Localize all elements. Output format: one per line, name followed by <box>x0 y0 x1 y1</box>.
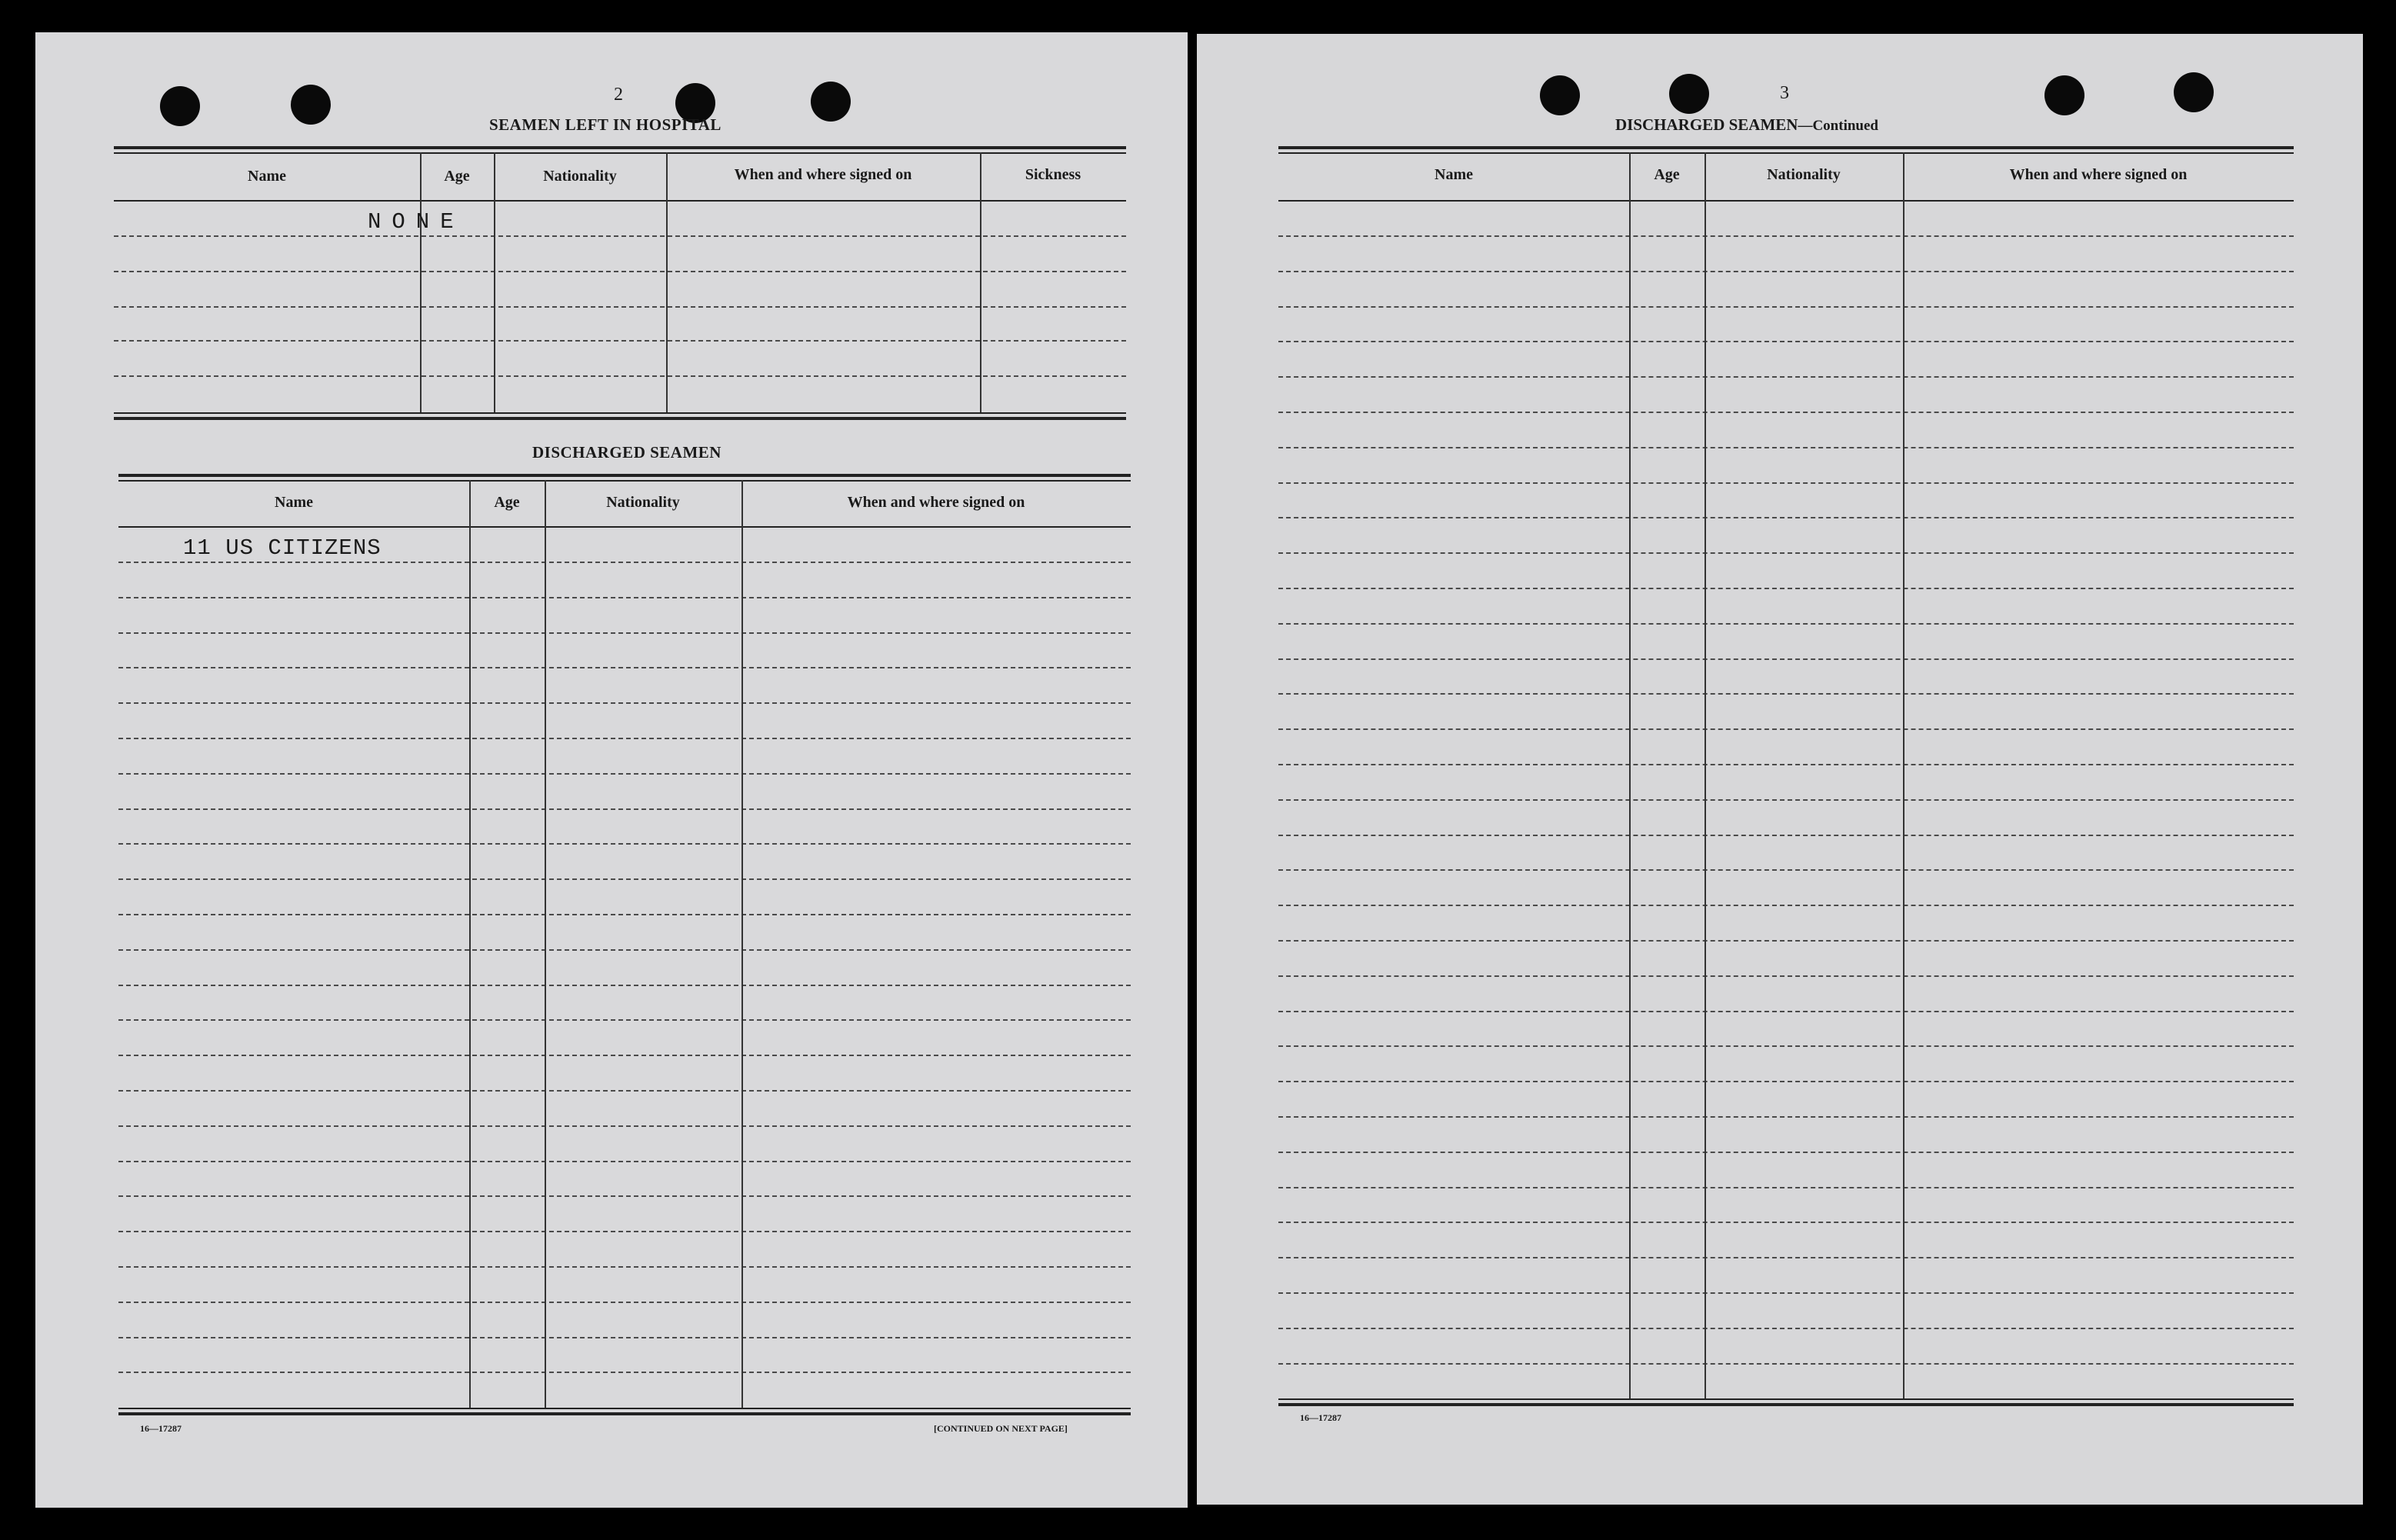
ruled-line <box>1278 1363 2294 1365</box>
ruled-line <box>1278 764 2294 765</box>
punch-hole <box>2174 72 2214 112</box>
ruled-line <box>1278 1081 2294 1082</box>
ruled-line <box>118 667 1131 668</box>
ruled-line <box>1278 693 2294 695</box>
hospital-section-title: SEAMEN LEFT IN HOSPITAL <box>489 115 721 134</box>
ruled-line <box>1278 799 2294 801</box>
ruled-line <box>1278 869 2294 871</box>
ruled-line <box>118 1266 1131 1268</box>
hospital-entry-typed: NONE <box>368 209 465 235</box>
punch-hole <box>2044 75 2084 115</box>
ruled-line <box>118 1231 1131 1232</box>
column-header-name: Name <box>275 494 313 511</box>
ruled-line <box>1278 658 2294 660</box>
ruled-line <box>118 1302 1131 1303</box>
column-header-when-where-signed-on: When and where signed on <box>2009 166 2188 183</box>
ruled-line <box>118 914 1131 915</box>
column-header-name: Name <box>248 168 286 185</box>
ruled-line <box>1278 623 2294 625</box>
column-header-age: Age <box>494 494 520 511</box>
punch-hole <box>1669 74 1709 114</box>
form-number: 16—17287 <box>140 1423 182 1434</box>
ruled-line <box>1278 271 2294 272</box>
ruled-line <box>118 843 1131 845</box>
ruled-line <box>118 949 1131 951</box>
ruled-line <box>118 738 1131 739</box>
column-header-when-where-signed-on: When and where signed on <box>734 166 912 183</box>
ruled-line <box>118 597 1131 598</box>
ruled-line <box>1278 306 2294 308</box>
ruled-line <box>118 773 1131 775</box>
ruled-line <box>1278 1187 2294 1188</box>
ruled-line <box>1278 1222 2294 1223</box>
column-header-sickness: Sickness <box>1025 166 1081 183</box>
ruled-line <box>1278 728 2294 730</box>
ruled-line <box>1278 412 2294 413</box>
column-header-when-where-signed-on: When and where signed on <box>847 494 1025 511</box>
page-number: 2 <box>614 85 623 105</box>
ruled-line <box>1278 905 2294 906</box>
ruled-line <box>118 1337 1131 1338</box>
discharged-section-title: DISCHARGED SEAMEN <box>532 443 721 462</box>
ruled-line <box>1278 517 2294 518</box>
ruled-line <box>118 1090 1131 1092</box>
ruled-line <box>118 808 1131 810</box>
ruled-line <box>1278 376 2294 378</box>
ruled-line <box>1278 975 2294 977</box>
column-header-age: Age <box>444 168 470 185</box>
discharged-entry-typed: 11 US CITIZENS <box>183 535 382 561</box>
ruled-line <box>118 702 1131 704</box>
form-number: 16—17287 <box>1300 1412 1341 1423</box>
column-header-nationality: Nationality <box>543 168 617 185</box>
right-page <box>1197 34 2363 1505</box>
ruled-line <box>118 1055 1131 1056</box>
ruled-line <box>1278 552 2294 554</box>
punch-hole <box>291 85 331 125</box>
ruled-line <box>1278 1045 2294 1047</box>
ruled-line <box>1278 1328 2294 1329</box>
punch-hole <box>1540 75 1580 115</box>
ruled-line <box>118 562 1131 563</box>
ruled-line <box>1278 588 2294 589</box>
ruled-line <box>1278 1292 2294 1294</box>
continued-note: [CONTINUED ON NEXT PAGE] <box>934 1423 1068 1434</box>
ruled-line <box>1278 1152 2294 1153</box>
ruled-line <box>1278 940 2294 942</box>
ruled-line <box>118 985 1131 986</box>
ruled-line <box>118 1195 1131 1197</box>
ruled-line <box>118 878 1131 880</box>
ruled-line <box>118 1161 1131 1162</box>
ruled-line <box>1278 341 2294 342</box>
column-header-nationality: Nationality <box>606 494 680 511</box>
left-page <box>35 32 1188 1508</box>
column-header-age: Age <box>1654 166 1680 183</box>
ruled-line <box>118 1125 1131 1127</box>
column-header-nationality: Nationality <box>1767 166 1841 183</box>
ruled-line <box>1278 1116 2294 1118</box>
page-title-suffix: —Continued <box>1798 118 1878 134</box>
ruled-line <box>1278 1257 2294 1258</box>
ruled-line <box>1278 447 2294 448</box>
ruled-line <box>1278 1011 2294 1012</box>
page-number: 3 <box>1780 83 1789 103</box>
ruled-line <box>1278 235 2294 237</box>
ruled-line <box>118 1372 1131 1373</box>
punch-hole <box>160 86 200 126</box>
punch-hole <box>811 82 851 122</box>
ruled-line <box>118 632 1131 634</box>
page-title-main: DISCHARGED SEAMEN <box>1615 115 1798 134</box>
ruled-line <box>118 1019 1131 1021</box>
ruled-line <box>1278 482 2294 484</box>
ruled-line <box>1278 835 2294 836</box>
column-header-name: Name <box>1435 166 1473 183</box>
page-title <box>1615 115 1878 135</box>
